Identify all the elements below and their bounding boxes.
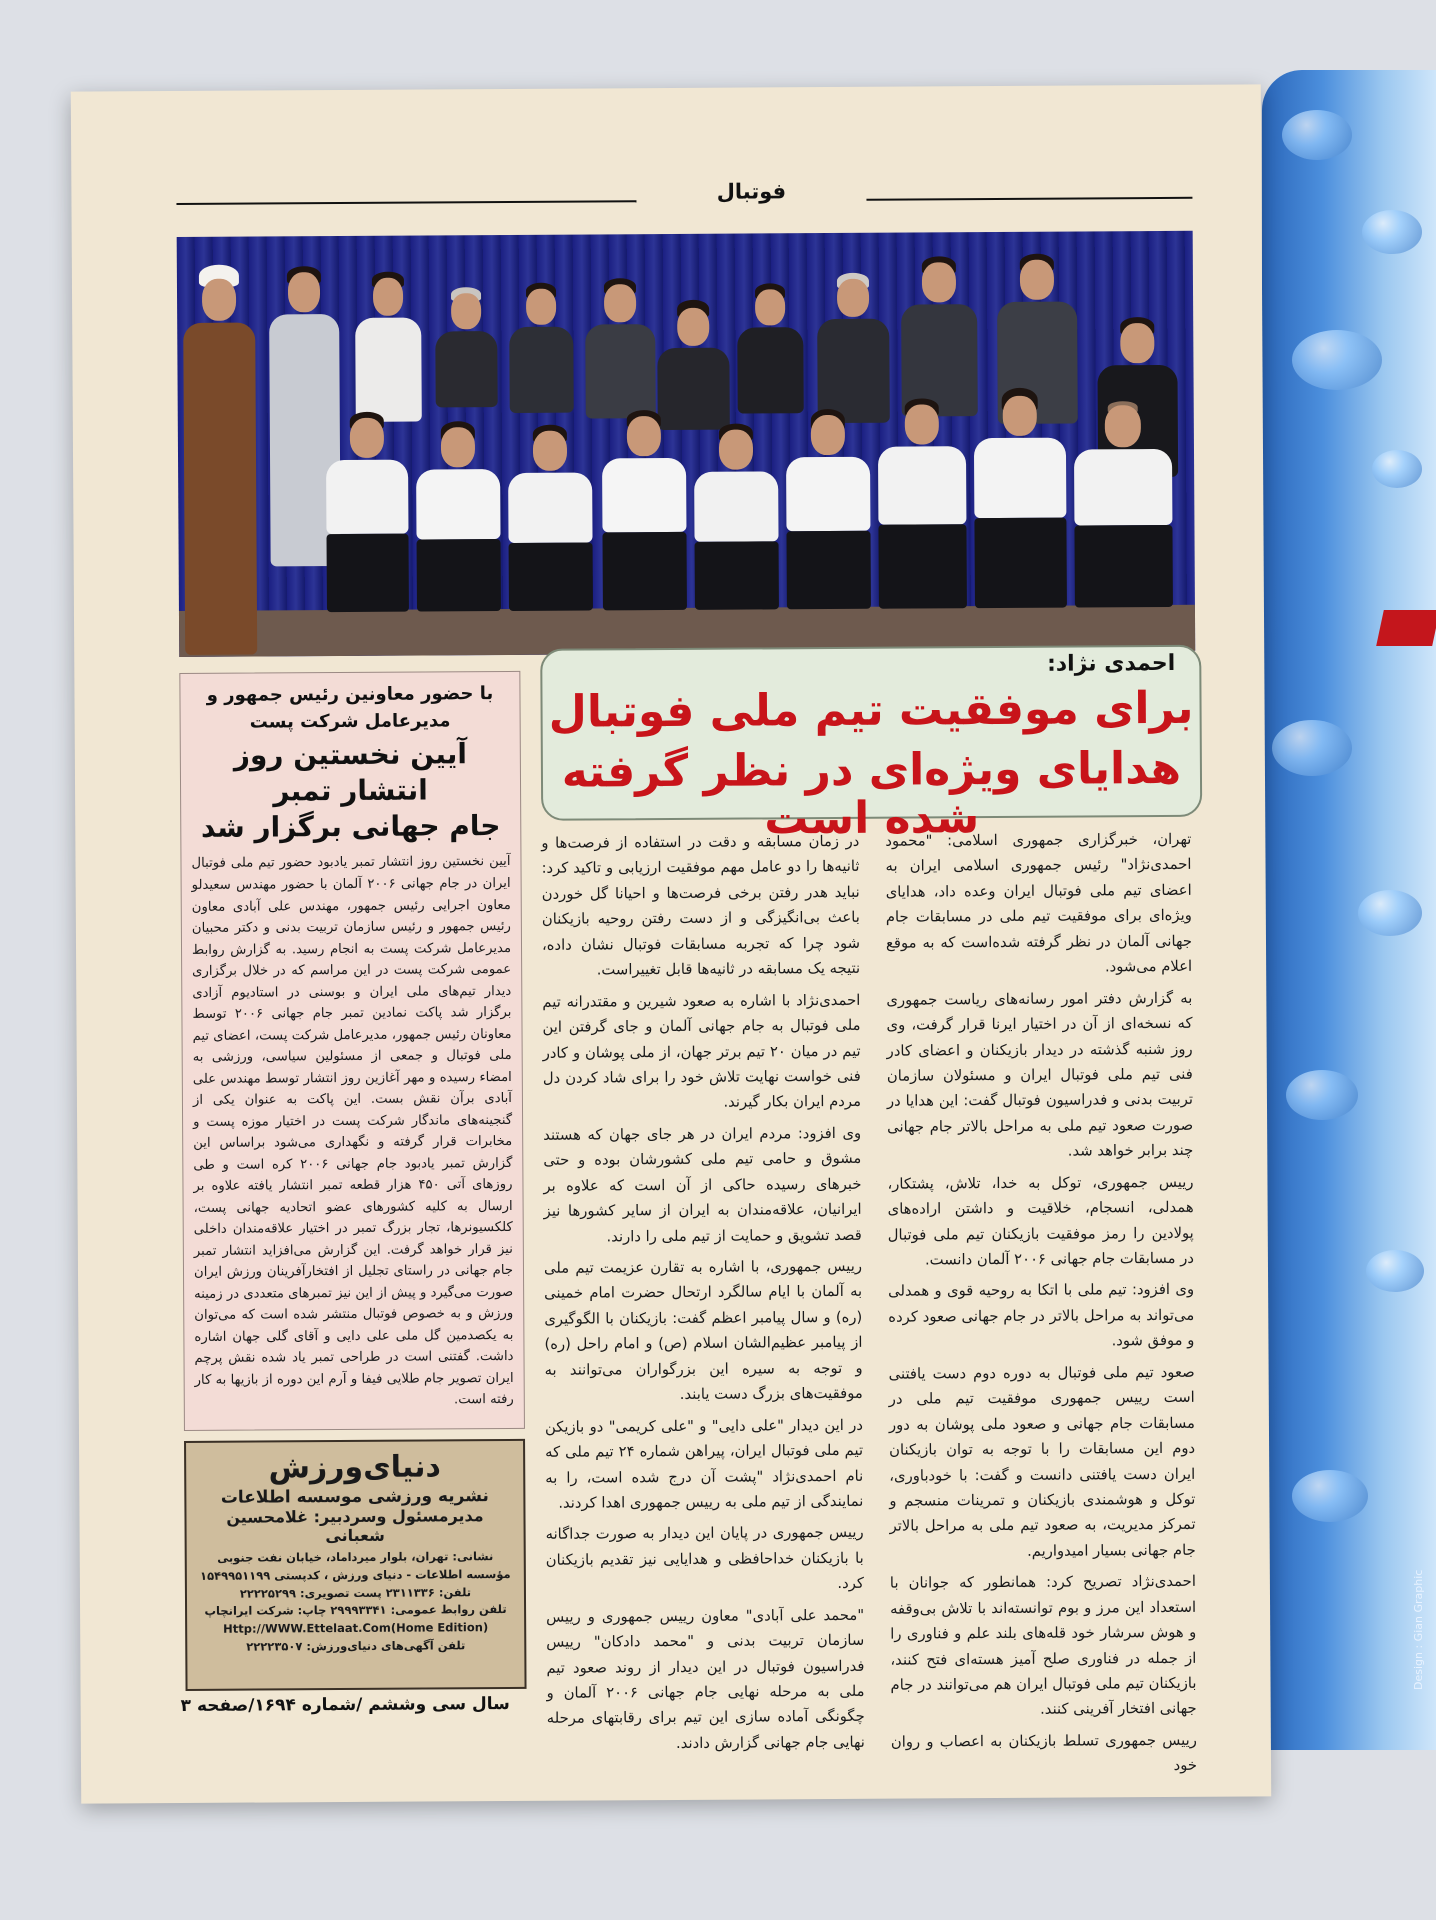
article-paragraph: تهران، خبرگزاری جمهوری اسلامی: "محمود احمدی‌نژاد" رئیس جمهوری اسلامی ایران به اعضای تیم ملی فوتبال ایران وعده داد، هدایای ویژه‌ای برای موفقیت تیم ملی در مسابقات جام جهانی آلمان در نظر گرفته شده‌است که به موقع اعلام می‌شود. [885, 830, 1193, 976]
water-drop [1358, 890, 1422, 936]
headline-line-1: برای موفقیت تیم ملی فوتبال [548, 682, 1194, 738]
masthead-website[interactable]: Http://WWW.Ettelaat.Com(Home Edition) [223, 1620, 489, 1636]
masthead-box [184, 1439, 527, 1691]
article-paragraph: در زمان مسابقه و دقت در استفاده از فرصت‌ها و ثانیه‌ها را دو عامل مهم موفقیت ارزیابی و تاکید کرد: نباید هدر رفتن برخی فرصت‌ها و احیانا گل خوردن باعث بی‌انگیزگی و از دست رفتن روحیه بازیکنان شود چرا که تجربه مسابقات فوتبال نشان داده، نتیجه یک مسابقه در ثانیه‌ها قابل تغییراست. [541, 832, 861, 979]
sidebar-subtitle-1: با حضور معاونین رئیس جمهور و [206, 683, 494, 706]
masthead-address: نشانی: تهران، بلوار میرداماد، خیابان نفت جنوبی [217, 1549, 494, 1565]
person-standing [585, 278, 656, 418]
water-drop [1366, 1250, 1424, 1292]
masthead-publisher: نشریه ورزشی موسسه اطلاعات [220, 1486, 489, 1508]
sidebar-title-line-2: جام جهانی برگزار شد [200, 808, 501, 844]
issue-footer: سال سی وششم /شماره ۱۶۹۴/صفحه ۳ [180, 1693, 510, 1717]
masthead-pr: تلفن روابط عمومی: ۲۹۹۹۳۳۴۱ چاپ: شرکت ایرانچاپ [204, 1602, 507, 1619]
article-paragraph: وی افزود: تیم ملی با اتکا به روحیه قوی و همدلی می‌تواند به مراحل بالاتر در جام جهانی صعود کرده و موفق شود. [888, 1281, 1195, 1350]
red-logo-fragment [1376, 610, 1436, 646]
masthead-tel: تلفن: ۲۳۱۱۳۳۶ پست تصویری: ۲۲۲۲۵۲۹۹ [239, 1584, 472, 1601]
adjacent-magazine-cover [1262, 70, 1436, 1750]
water-drop [1292, 1470, 1368, 1522]
article-paragraph: "محمد علی آبادی" معاون رییس جمهوری و رییس سازمان تربیت بدنی و "محمد دادکان" رییس فدراسیون فوتبال در این دیدار از روند صعود تیم ملی به مرحله نهایی جام جهانی ۲۰۰۶ آلمان و چگونگی آماده سازی این تیم برای رقابتهای مرحله نهایی جام جهانی گزارش دادند. [546, 1606, 865, 1752]
sidebar-body: آیین نخستین روز انتشار تمبر یادبود حضور تیم ملی فوتبال ایران در جام جهانی ۲۰۰۶ آلمان با حضور مهندس سعیدلو معاون اجرایی رئیس جمهور، مهندس علی آبادی معاون رئیس جمهور و رئیس سازمان تربیت بدنی و دکتر محبیان مدیرعامل شرکت پست به انجام رسید. به گزارش روابط عمومی شرکت پست در این مراسم که در خلال برگزاری دیدار تیم‌های ملی ایران و بوسنی در استادیوم آزادی برگزار شد پاکت نمادین تمبر جام جهانی ۲۰۰۶ توسط معاونان رئیس جمهور، مدیرعامل شرکت پست، اعضای تیم ملی فوتبال و جمعی از مسئولین سیاسی، ورزشی به امضاء رسیده و مهر آغازین روز انتشار توسط مهندس علی آبادی برآن نقش بست. این پاکت به عنوان یکی از گنجینه‌های ماندگار شرکت پست در اختیار موزه پست و مخابرات قرار گرفته و نگهداری می‌شود براساس این گزارش تمبر یادبود جام جهانی ۲۰۰۶ کره است و طی روزهای آتی ۴۵۰ هزار قطعه تمبر انتشار یافته علاوه بر ارسال به کلیه کشورهای عضو اتحادیه جهانی پست، کلکسیونرها، تجار بزرگ تمبر در اختیار علاقه‌مندان داخلی نیز قرار خواهد گرفت. این گزارش می‌افزاید انتشار تمبر جام جهانی در راستای تجلیل از افتخارآفرینان ورزش ایران صورت می‌گیرد و پیش از این نیز تمبرهای متعددی در زمینه ورزش و به خصوص فوتبال منتشر شده است که می‌توان به یکصدمین گل ملی علی دایی و آقای گلی جهان اشاره داشت. گفتنی است در طراحی تمبر یاد شده نقش پرچم ایران تصویر جام طلایی فیفا و آرم این دوره از بازیها به کار رفته است. [191, 854, 514, 1408]
article-paragraph: احمدی‌نژاد تصریح کرد: همانطور که جوانان با استعداد این مرز و بوم توانسته‌اند با تلاش بی‌وقفه و هوش سرشار خود قله‌های بلند علم و فناوری را از جمله در فناوری صلح آمیز هسته‌ای فتح کنند، بازیکنان تیم ملی فوتبال ایران هم می‌توانند در جام جهانی افتخار آفرینی کنند. [889, 1573, 1197, 1719]
water-drop [1372, 450, 1422, 488]
article-paragraph: رییس جمهوری تسلط بازیکنان به اعصاب و روان خود [890, 1731, 1198, 1775]
masthead-ads: تلفن آگهی‌های دنیای‌ورزش: ۲۲۲۲۳۵۰۷ [246, 1638, 466, 1654]
sidebar-title-line-1: آیین نخستین روز انتشار تمبر [233, 737, 467, 808]
header-rule-right [866, 197, 1192, 201]
article-paragraph: رییس جمهوری، توکل به خدا، تلاش، پشتکار، همدلی، انسجام، خلاقیت و داشتن اراده‌های پولادین را رمز موفقیت بازیکنان تیم ملی فوتبال در مسابقات جام جهانی ۲۰۰۶ آلمان دانست. [887, 1173, 1194, 1269]
headline-line-2: هدایای ویژه‌ای در نظر گرفته شده است [561, 742, 1182, 845]
design-credit: Design : Gian Graphic [1412, 1569, 1425, 1690]
article-paragraph: صعود تیم ملی فوتبال به دوره دوم دست یافتنی است رییس جمهوری موفقیت تیم ملی در مسابقات جام جهانی و صعود ملی پوشان به دور دوم این مسابقات را با توجه به توان بازیکنان ایران دست یافتنی دانست و گفت: با خودباوری، توکل و هوشمندی بازیکنان و تمرینات منسجم و تمرکز مدیریت، به صعود تیم ملی به مراحل بالاتر جام جهانی بسیار امیدواریم. [888, 1363, 1196, 1560]
player-kneeling [508, 424, 593, 611]
article-paragraph: رییس جمهوری در پایان این دیدار به صورت جداگانه با بازیکنان خداحافظی و هدایایی نیز تقدیم بازیکنان کرد. [545, 1524, 864, 1593]
stamp-news-sidebar [179, 671, 525, 1431]
water-drop [1292, 330, 1382, 390]
player-kneeling [974, 388, 1067, 609]
person-standing [509, 283, 574, 413]
team-photo [177, 231, 1196, 657]
player-kneeling [878, 398, 967, 609]
player-kneeling [694, 423, 779, 610]
person-standing [901, 256, 978, 416]
article-paragraph: در این دیدار "علی دایی" و "علی کریمی" دو بازیکن تیم ملی فوتبال ایران، پیراهن شماره ۲۴ تیم ملی که نام احمدی‌نژاد "پشت آن درج شده است، را به نمایندگی از تیم ملی به رییس جمهوری اهدا کردند. [544, 1416, 864, 1512]
section-title: فوتبال [716, 179, 787, 204]
article-paragraph: به گزارش دفتر امور رسانه‌های ریاست جمهوری که نسخه‌ای از آن در اختیار ایرنا قرار گرفت، وی روز شنبه گذشته در دیدار بازیکنان و اعضای کادر فنی تیم ملی فوتبال ایران و مسئولان سازمان تربیت بدنی و فدراسیون فوتبال گفت: این هدایا در صورت صعود تیم ملی به مراحل بالاتر جام جهانی چند برابر خواهد شد. [886, 989, 1194, 1160]
headline-box [540, 645, 1202, 845]
masthead-postal: مؤسسه اطلاعات - دنیای ورزش ، کدپستی ۱۵۴۹۹۵۱۱۹۹ [199, 1566, 511, 1583]
article-paragraph: رییس جمهوری، با اشاره به تقارن عزیمت تیم ملی به آلمان با ایام سالگرد ارتحال حضرت امام خمینی (ره) و سال پیامبر اعظم گفت: بازیکنان با الگوگیری از پیامبر عظیم‌الشان اسلام (ص) و امام راحل (ره) و توجه به سیره این بزرگواران می‌توانند به موفقیت‌های بزرگ دست یابند. [543, 1257, 863, 1404]
water-drop [1286, 1070, 1358, 1120]
header-rule-left [176, 200, 636, 205]
article-paragraph: وی افزود: مردم ایران در هر جای جهان که هستند مشوق و حامی تیم ملی کشورشان بوده و حتی خبرهای رسیده حاکی از آن است که علاوه بر ایرانیان، علاقه‌مندان به ایران از سایر کشورها نیز قصد تشویق و حمایت از تیم ملی را دارند. [543, 1124, 862, 1245]
player-kneeling [1074, 401, 1173, 608]
player-kneeling [416, 421, 501, 612]
magazine-page [71, 84, 1271, 1803]
headline-kicker: احمدی نژاد: [1046, 650, 1176, 677]
player-kneeling [602, 410, 687, 611]
article-paragraph: احمدی‌نژاد با اشاره به صعود شیرین و مقتدرانه تیم ملی فوتبال به جام جهانی آلمان و جای گرفتن این تیم در میان ۲۰ تیم برتر جهان، از ملی پوشان و کادر فنی خواست نهایت تلاش خود را برای شاد کردن دل مردم ایران بکار گیرند. [542, 991, 862, 1112]
person-standing [355, 272, 422, 422]
article-column-2 [541, 829, 865, 1763]
water-drop [1272, 720, 1352, 776]
player-kneeling [326, 412, 409, 612]
sidebar-title [191, 736, 511, 845]
water-drop [1362, 210, 1422, 254]
masthead-editor: مدیرمسئول وسردبیر: غلامحسین شعبانی [226, 1506, 484, 1546]
person-cleric [183, 265, 257, 655]
sidebar-subtitle-2: مدیرعامل شرکت پست [249, 710, 451, 733]
player-kneeling [786, 409, 871, 610]
person-standing [737, 283, 804, 413]
person-standing [435, 287, 498, 407]
article-column-1 [885, 827, 1197, 1787]
water-drop [1282, 110, 1352, 160]
masthead-name: دنیای‌ورزش [268, 1449, 441, 1486]
